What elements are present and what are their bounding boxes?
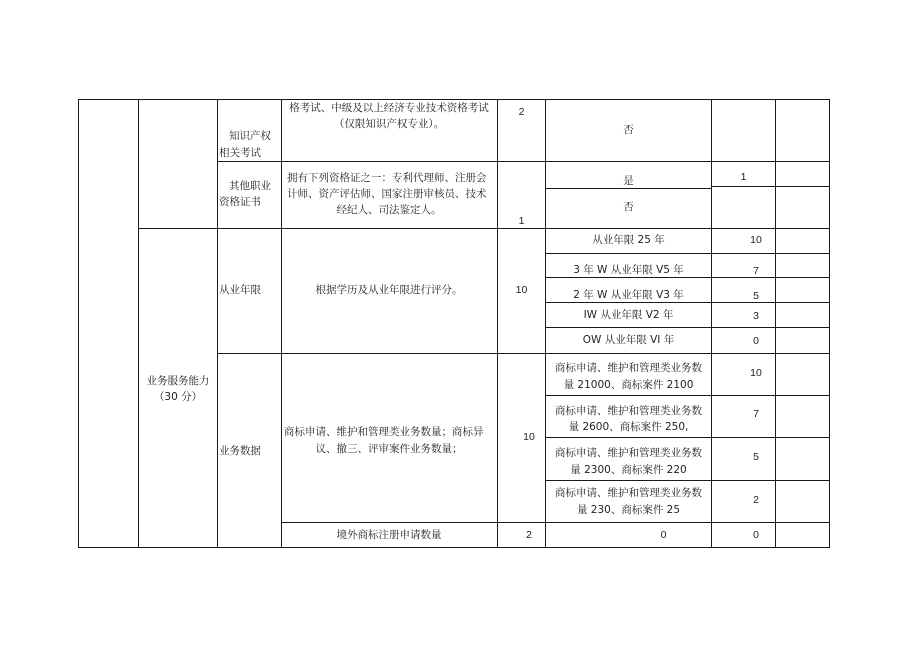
- business-option-line2: 量 230、商标案件 25: [576, 504, 681, 516]
- grid-line: [281, 99, 282, 548]
- business-option-line1: 商标申请、维护和管理类业务数: [555, 405, 702, 417]
- ip-exam-option-no: 否: [623, 124, 634, 136]
- cert-category-line1: 其他职业: [229, 180, 271, 192]
- experience-option-score: 5: [753, 290, 759, 302]
- business-option-score: 7: [753, 408, 759, 420]
- cert-option-yes-score: 1: [740, 171, 747, 183]
- cert-points: 1: [518, 215, 525, 227]
- ip-exam-category-line2: 相关考试: [219, 147, 261, 159]
- experience-option: 从业年限 25 年: [592, 234, 665, 246]
- grid-line: [545, 437, 829, 438]
- business-category: 业务数据: [219, 445, 261, 457]
- experience-option: OW 从业年限 VI 年: [582, 334, 675, 346]
- experience-option: IW 从业年限 V2 年: [583, 309, 674, 321]
- business-description-line2: 议、撤三、评审案件业务数量；: [315, 443, 463, 455]
- cert-category-line2: 资格证书: [219, 196, 261, 208]
- cert-description-line2: 计师、资产评估师、国家注册审核员、技术: [287, 188, 487, 200]
- experience-description: 根据学历及从业年限进行评分。: [315, 284, 463, 296]
- grid-line: [138, 228, 829, 229]
- grid-line: [829, 99, 830, 548]
- overseas-score: 0: [753, 529, 759, 541]
- business-option-score: 5: [753, 451, 759, 463]
- ip-exam-description-line1: 格考试、中级及以上经济专业技术资格考试: [289, 102, 489, 114]
- grid-line: [711, 186, 829, 187]
- cert-option-no: 否: [623, 201, 634, 213]
- grid-line: [217, 353, 829, 354]
- business-option-line1: 商标申请、维护和管理类业务数: [555, 447, 702, 459]
- business-option-line2: 量 2300、商标案件 220: [570, 464, 687, 476]
- overseas-option: 0: [660, 529, 667, 541]
- business-description-line1: 商标申请、维护和管理类业务数量；商标异: [284, 426, 484, 438]
- experience-points: 10: [515, 284, 528, 296]
- experience-option-score: 10: [750, 234, 762, 246]
- experience-option: 3 年 W 从业年限 V5 年: [573, 264, 684, 276]
- dimension-weight: （30 分）: [153, 391, 203, 403]
- grid-line: [217, 161, 829, 162]
- business-option-score: 2: [753, 494, 759, 506]
- experience-option-score: 7: [753, 265, 759, 277]
- grid-line: [138, 99, 139, 548]
- grid-line: [545, 253, 829, 254]
- business-option-line2: 量 2600、商标案件 250,: [568, 421, 689, 433]
- grid-line: [217, 99, 218, 548]
- experience-option-score: 3: [753, 310, 759, 322]
- experience-option-score: 0: [753, 335, 759, 347]
- business-option-line2: 量 21000、商标案件 2100: [563, 379, 694, 391]
- grid-line: [78, 547, 829, 548]
- cert-description-line1: 拥有下列资格证之一：专利代理师、注册会: [287, 172, 487, 184]
- grid-line: [545, 395, 829, 396]
- ip-exam-category-line1: 知识产权: [229, 130, 271, 142]
- grid-line: [78, 99, 79, 548]
- business-option-score: 10: [750, 367, 762, 379]
- dimension-name: 业务服务能力: [146, 375, 210, 387]
- business-option-line1: 商标申请、维护和管理类业务数: [555, 362, 702, 374]
- grid-line: [545, 480, 829, 481]
- business-option-line1: 商标申请、维护和管理类业务数: [555, 487, 702, 499]
- cert-option-yes: 是: [623, 175, 634, 187]
- ip-exam-description-line2: （仅限知识产权专业）。: [333, 118, 445, 130]
- ip-exam-points: 2: [518, 106, 525, 118]
- grid-line: [497, 99, 498, 548]
- experience-option: 2 年 W 从业年限 V3 年: [573, 289, 684, 301]
- business-points: 10: [523, 431, 535, 443]
- grid-line: [545, 327, 829, 328]
- overseas-points: 2: [526, 529, 532, 541]
- grid-line: [281, 522, 829, 523]
- overseas-description: 境外商标注册申请数量: [336, 529, 442, 541]
- cert-description-line3: 经纪人、司法鉴定人。: [336, 204, 442, 216]
- experience-category: 从业年限: [219, 284, 261, 296]
